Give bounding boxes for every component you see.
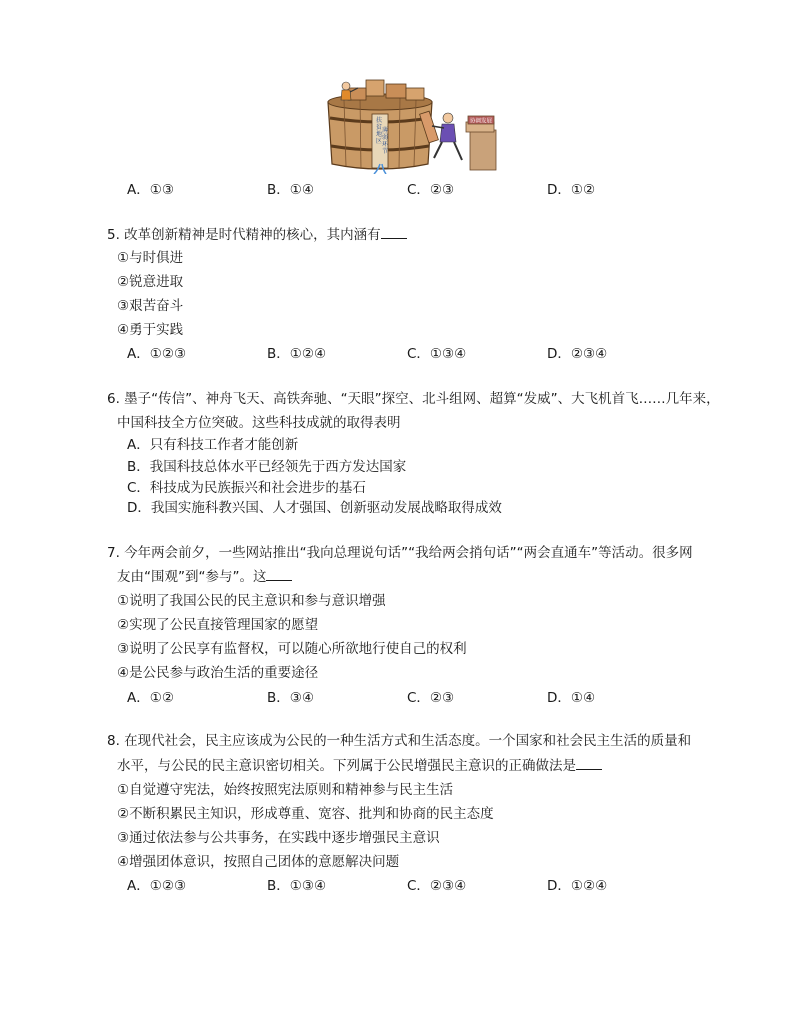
svg-text:地: 地 bbox=[376, 131, 383, 138]
q7-stem-line1: 7. 今年两会前夕，一些网站推出“我向总理说句话”“我给两会捎句话”“两会直通车”等活动。很多网 bbox=[107, 545, 693, 561]
q7-stem-line2-text: 友由“围观”到“参与”。这 bbox=[117, 569, 267, 585]
q8-options bbox=[127, 876, 687, 896]
q8-item-4: ④增强团体意识，按照自己团体的意愿解决问题 bbox=[117, 854, 400, 870]
q5-item-3: ③艰苦奋斗 bbox=[117, 298, 184, 314]
q7-option-a[interactable]: A．①② bbox=[127, 690, 174, 706]
q5-options bbox=[127, 344, 687, 364]
q7-item-3: ③说明了公民享有监督权，可以随心所欲地行使自己的权利 bbox=[117, 641, 467, 657]
q8-item-1: ①自觉遵守宪法，始终按照宪法原则和精神参与民主生活 bbox=[117, 782, 454, 798]
q4-options bbox=[127, 180, 687, 200]
q5-stem-text: 5. 改革创新精神是时代精神的核心，其内涵有 bbox=[107, 227, 381, 243]
q6-choice-b[interactable]: B．我国科技总体水平已经领先于西方发达国家 bbox=[127, 459, 407, 475]
q7-item-2: ②实现了公民直接管理国家的愿望 bbox=[117, 617, 319, 633]
q4-option-b[interactable]: B．①④ bbox=[267, 182, 314, 198]
q5-option-c[interactable]: C．①③④ bbox=[407, 346, 467, 362]
q5-answer-blank[interactable] bbox=[381, 224, 407, 239]
q8-item-3: ③通过依法参与公共事务，在实践中逐步增强民主意识 bbox=[117, 830, 440, 846]
q8-item-2: ②不断积累民主知识，形成尊重、宽容、批判和协商的民主态度 bbox=[117, 806, 494, 822]
q8-option-c[interactable]: C．②③④ bbox=[407, 878, 467, 894]
q7-options bbox=[127, 688, 687, 708]
q6-choice-c[interactable]: C．科技成为民族振兴和社会进步的基石 bbox=[127, 480, 366, 496]
svg-text:扶: 扶 bbox=[376, 117, 383, 124]
q7-answer-blank[interactable] bbox=[266, 566, 292, 581]
q7-stem-line2 bbox=[117, 566, 292, 588]
q5-option-d[interactable]: D．②③④ bbox=[547, 346, 608, 362]
svg-text:薄: 薄 bbox=[382, 127, 389, 134]
svg-text:环: 环 bbox=[382, 141, 389, 148]
q5-item-1: ①与时俱进 bbox=[117, 250, 184, 266]
q8-option-d[interactable]: D．①②④ bbox=[547, 878, 608, 894]
q8-stem-line1: 8. 在现代社会，民主应该成为公民的一种生活方式和生活态度。一个国家和社会民主生活的质量和 bbox=[107, 733, 692, 749]
q4-option-a[interactable]: A．①③ bbox=[127, 182, 174, 198]
q7-option-c[interactable]: C．②③ bbox=[407, 690, 455, 706]
q5-item-2: ②锐意进取 bbox=[117, 274, 184, 290]
svg-text:区: 区 bbox=[376, 138, 383, 145]
q8-stem-line2 bbox=[117, 755, 602, 777]
q6-stem-line2: 中国科技全方位突破。这些科技成就的取得表明 bbox=[117, 415, 401, 431]
svg-text:弱: 弱 bbox=[382, 134, 389, 141]
q5-stem bbox=[107, 224, 407, 246]
q8-option-a[interactable]: A．①②③ bbox=[127, 878, 187, 894]
q6-choice-a[interactable]: A．只有科技工作者才能创新 bbox=[127, 437, 299, 453]
svg-text:贫: 贫 bbox=[376, 124, 383, 131]
q5-option-a[interactable]: A．①②③ bbox=[127, 346, 187, 362]
q7-option-b[interactable]: B．③④ bbox=[267, 690, 314, 706]
q5-item-4: ④勇于实践 bbox=[117, 322, 184, 338]
svg-text:节: 节 bbox=[382, 148, 389, 155]
q8-option-b[interactable]: B．①③④ bbox=[267, 878, 327, 894]
q8-stem-line2-text: 水平，与公民的民主意识密切相关。下列属于公民增强民主意识的正确做法是 bbox=[117, 758, 576, 774]
barrel-cartoon-figure bbox=[320, 78, 498, 174]
q6-stem-line1: 6. 墨子“传信”、神舟飞天、高铁奔驰、“天眼”探空、北斗组网、超算“发威”、大飞机首飞……几年来， bbox=[107, 391, 720, 407]
q4-option-d[interactable]: D．①② bbox=[547, 182, 596, 198]
q5-option-b[interactable]: B．①②④ bbox=[267, 346, 327, 362]
q4-option-c[interactable]: C．②③ bbox=[407, 182, 455, 198]
q6-choice-d[interactable]: D．我国实施科教兴国、人才强国、创新驱动发展战略取得成效 bbox=[127, 500, 502, 516]
q7-option-d[interactable]: D．①④ bbox=[547, 690, 596, 706]
q8-answer-blank[interactable] bbox=[576, 755, 602, 770]
board-stack bbox=[466, 116, 496, 170]
board-label-text: 协调发展 bbox=[469, 118, 493, 125]
q7-item-1: ①说明了我国公民的民主意识和参与意识增强 bbox=[117, 593, 386, 609]
q7-item-4: ④是公民参与政治生活的重要途径 bbox=[117, 665, 319, 681]
